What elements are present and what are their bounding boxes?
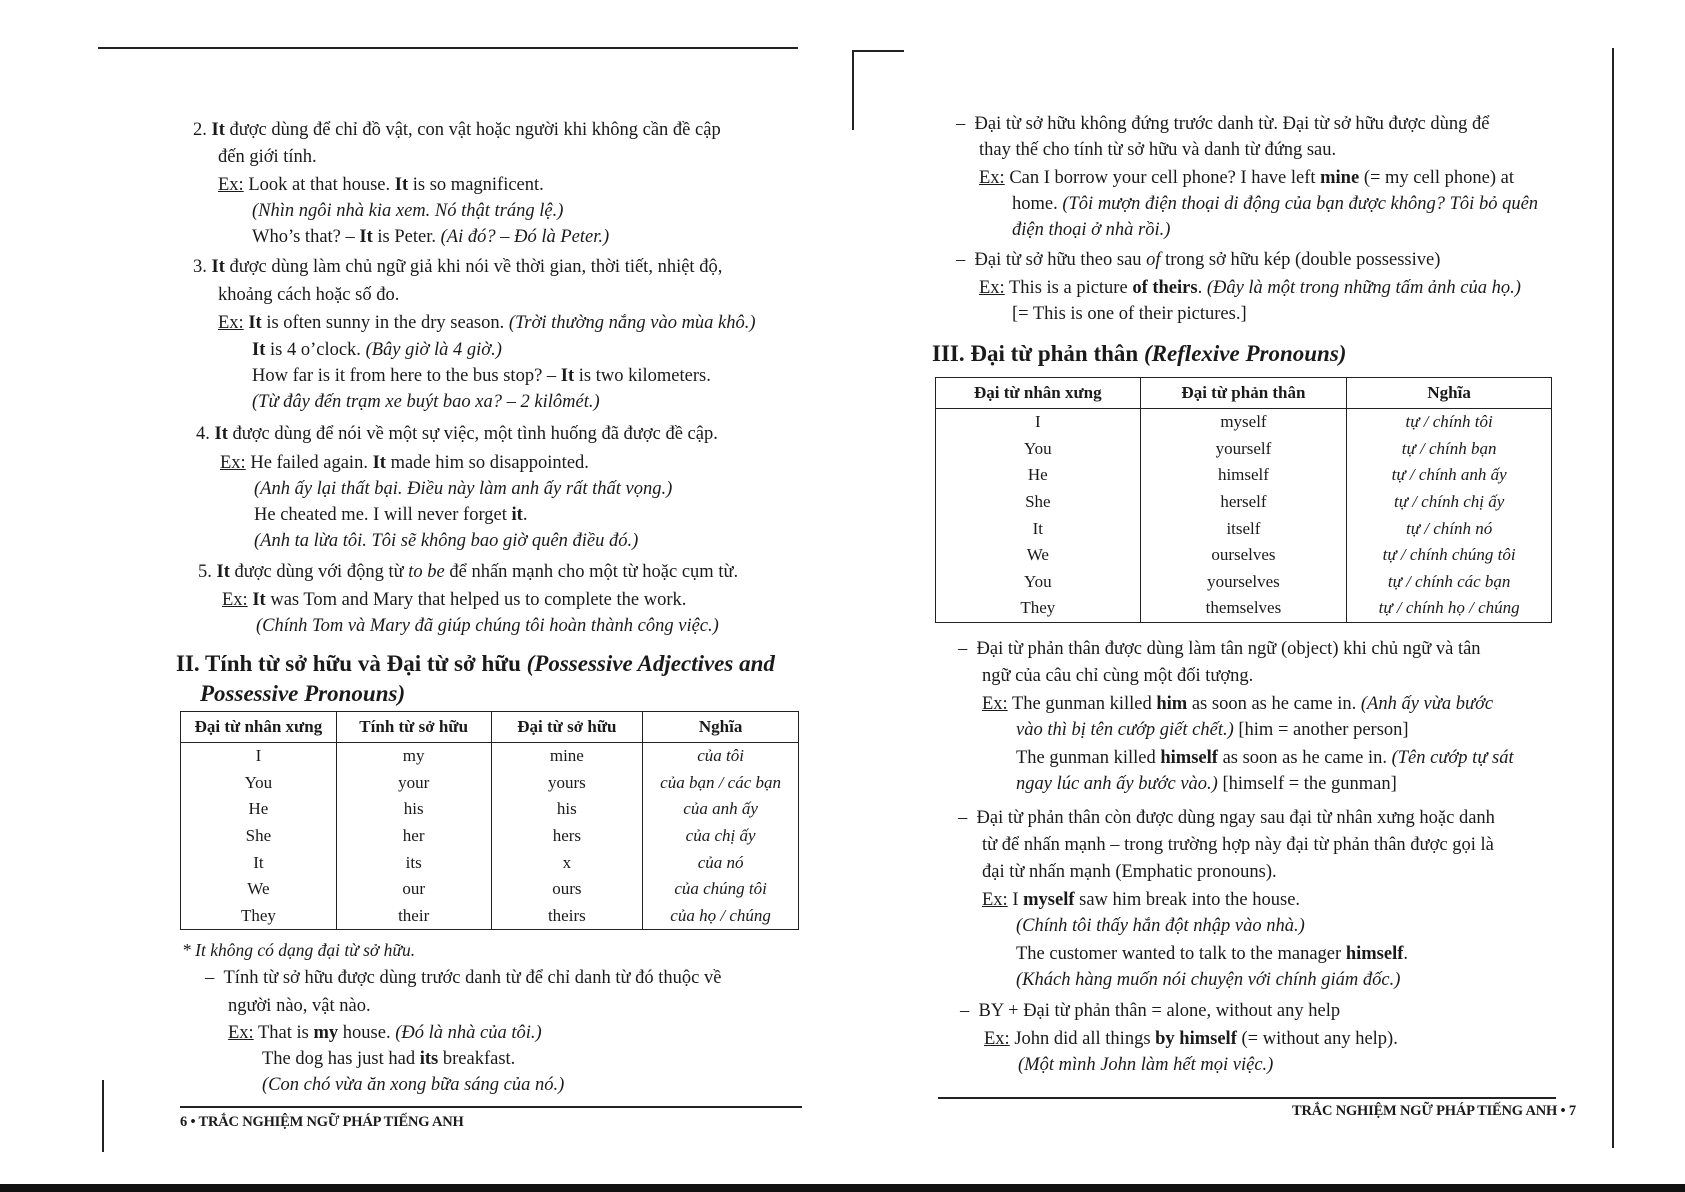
table-cell: your [336,770,491,797]
table-cell: yours [491,770,643,797]
table-cell: x [491,849,643,876]
table-row [936,409,1552,436]
bullet-emphatic-ex2-vi: (Khách hàng muốn nói chuyện với chính giám đốc.) [1016,970,1401,990]
table-cell: You [181,770,337,797]
bullet-possessive-adj-ex2-vi: (Con chó vừa ăn xong bữa sáng của nó.) [262,1075,565,1095]
bullet-possessive-pronoun-ex1-vi2: điện thoại ở nhà rồi.) [1012,220,1171,240]
table-cell: tự / chính bạn [1347,436,1552,463]
col-header: Đại từ phản thân [1140,378,1347,409]
item-3-ex3: How far is it from here to the bus stop? – It is two kilometers. [252,366,711,386]
item-2-ex2: Who’s that? – It is Peter. (Ai đó? – Đó là Peter.) [252,227,610,247]
bullet-emphatic: – Đại từ phản thân còn được dùng ngay sau đại từ nhân xưng hoặc danh [958,808,1495,828]
table-row [181,876,799,903]
left-edge-rule [102,1080,104,1152]
item-4-ex1: Ex: He failed again. It made him so disappointed. [220,453,589,473]
table-cell: We [181,876,337,903]
table-cell: yourself [1140,436,1347,463]
item-5-ex1: Ex: It was Tom and Mary that helped us to complete the work. [222,590,687,610]
item-2-ex1: Ex: Look at that house. It is so magnificent. [218,175,544,195]
bullet-reflexive-object: – Đại từ phản thân được dùng làm tân ngữ (object) khi chủ ngữ và tân [958,639,1481,659]
table-cell: our [336,876,491,903]
footer-rule-left [180,1106,802,1108]
table-cell: theirs [491,903,643,930]
table-row [181,770,799,797]
table-cell: tự / chính anh ấy [1347,462,1552,489]
bullet-by-reflexive-ex1: Ex: John did all things by himself (= without any help). [984,1029,1398,1049]
item-5: 5. It được dùng với động từ to be để nhấn mạnh cho một từ hoặc cụm từ. [198,562,739,582]
section-2-heading: II. Tính từ sở hữu và Đại từ sở hữu (Possessive Adjectives and [176,651,775,676]
table-cell: herself [1140,489,1347,516]
item-3: 3. It được dùng làm chủ ngữ giả khi nói về thời gian, thời tiết, nhiệt độ, [193,257,723,277]
table-cell: của anh ấy [643,796,799,823]
table-row [181,743,799,770]
table-cell: mine [491,743,643,770]
table-cell: tự / chính họ / chúng [1347,595,1552,622]
table-row [936,462,1552,489]
possessive-table [180,711,799,930]
item-3-cont: khoảng cách hoặc số đo. [218,285,400,305]
col-header: Đại từ sở hữu [491,712,643,743]
table-cell: yourselves [1140,569,1347,596]
table-row [936,569,1552,596]
bullet-reflexive-object-ex1-cont: vào thì bị tên cướp giết chết.) [him = another person] [1016,720,1409,740]
col-header: Tính từ sở hữu [336,712,491,743]
table-row [181,849,799,876]
bullet-reflexive-object-ex2: The gunman killed himself as soon as he came in. (Tên cướp tự sát [1016,748,1514,768]
table-row [181,903,799,930]
bullet-possessive-adj-cont: người nào, vật nào. [228,996,371,1016]
gutter-rule-top [852,50,904,52]
table-cell: ourselves [1140,542,1347,569]
table-cell: They [936,595,1141,622]
table-cell: của họ / chúng [643,903,799,930]
bullet-emphatic-cont2: đại từ nhấn mạnh (Emphatic pronouns). [982,862,1277,882]
item-4: 4. It được dùng để nói về một sự việc, một tình huống đã được đề cập. [196,424,718,444]
table-cell: I [181,743,337,770]
item-3-ex1: Ex: It is often sunny in the dry season. (Trời thường nắng vào mùa khô.) [218,313,756,333]
bullet-double-possessive: – Đại từ sở hữu theo sau of trong sở hữu kép (double possessive) [956,250,1441,270]
bullet-possessive-pronoun-cont: thay thế cho tính từ sở hữu và danh từ đứng sau. [979,140,1337,160]
reflexive-table [935,377,1552,623]
table-row [936,489,1552,516]
top-rule-left [98,47,798,49]
footer-right: TRẮC NGHIỆM NGỮ PHÁP TIẾNG ANH • 7 [1292,1103,1576,1119]
table-cell: It [936,515,1141,542]
col-header: Đại từ nhân xưng [181,712,337,743]
item-3-ex3-vi: (Từ đây đến trạm xe buýt bao xa? – 2 kilômét.) [252,392,600,412]
item-2: 2. It được dùng để chỉ đồ vật, con vật hoặc người khi không cần đề cập [193,120,721,140]
table-cell: We [936,542,1141,569]
section-2-heading-cont: Possessive Pronouns) [200,681,406,706]
bullet-possessive-pronoun-ex1: Ex: Can I borrow your cell phone? I have left mine (= my cell phone) at [979,168,1514,188]
table-row [181,823,799,850]
table-row [936,436,1552,463]
table-cell: She [181,823,337,850]
bullet-reflexive-object-ex1: Ex: The gunman killed him as soon as he came in. (Anh ấy vừa bước [982,694,1494,714]
bullet-possessive-pronoun: – Đại từ sở hữu không đứng trước danh từ. Đại từ sở hữu được dùng để [956,114,1490,134]
possessive-table-header [181,712,799,743]
col-header: Đại từ nhân xưng [936,378,1141,409]
table-cell: của chị ấy [643,823,799,850]
table-cell: ours [491,876,643,903]
table-cell: tự / chính nó [1347,515,1552,542]
col-header: Nghĩa [643,712,799,743]
possessive-note: * It không có dạng đại từ sở hữu. [182,940,416,960]
table-row [936,542,1552,569]
item-4-ex2: He cheated me. I will never forget it. [254,505,528,525]
gutter-rule-vertical [852,50,854,130]
table-cell: tự / chính chúng tôi [1347,542,1552,569]
right-edge-rule [1612,48,1614,1148]
table-cell: his [336,796,491,823]
table-row [936,515,1552,542]
table-row [181,796,799,823]
bullet-possessive-adj-ex1: Ex: That is my house. (Đó là nhà của tôi.) [228,1023,542,1043]
bullet-emphatic-ex2: The customer wanted to talk to the manager himself. [1016,944,1408,964]
bullet-double-possessive-ex2: [= This is one of their pictures.] [1012,304,1247,324]
bullet-emphatic-ex1-vi: (Chính tôi thấy hắn đột nhập vào nhà.) [1016,916,1305,936]
bullet-possessive-adj-ex2: The dog has just had its breakfast. [262,1049,516,1069]
item-3-ex2: It is 4 o’clock. (Bây giờ là 4 giờ.) [252,340,502,360]
bullet-possessive-adj: – Tính từ sở hữu được dùng trước danh từ để chỉ danh từ đó thuộc về [205,968,722,988]
table-cell: của nó [643,849,799,876]
table-cell: She [936,489,1141,516]
col-header: Nghĩa [1347,378,1552,409]
section-3-heading: III. Đại từ phản thân (Reflexive Pronouns) [932,341,1347,366]
item-2-cont: đến giới tính. [218,147,317,167]
table-cell: hers [491,823,643,850]
table-cell: He [936,462,1141,489]
table-cell: its [336,849,491,876]
table-cell: myself [1140,409,1347,436]
table-cell: You [936,569,1141,596]
table-cell: của bạn / các bạn [643,770,799,797]
table-cell: her [336,823,491,850]
bullet-reflexive-object-ex2-cont: ngay lúc anh ấy bước vào.) [himself = the gunman] [1016,774,1397,794]
bullet-emphatic-cont: từ để nhấn mạnh – trong trường hợp này đại từ phản thân được gọi là [982,835,1494,855]
table-cell: my [336,743,491,770]
table-cell: tự / chính chị ấy [1347,489,1552,516]
table-cell: của tôi [643,743,799,770]
bullet-by-reflexive-ex1-vi: (Một mình John làm hết mọi việc.) [1018,1055,1274,1075]
table-cell: their [336,903,491,930]
footer-left: 6 • TRẮC NGHIỆM NGỮ PHÁP TIẾNG ANH [180,1114,464,1130]
table-cell: I [936,409,1141,436]
item-5-ex1-vi: (Chính Tom và Mary đã giúp chúng tôi hoàn thành công việc.) [256,616,719,636]
bullet-double-possessive-ex1: Ex: This is a picture of theirs. (Đây là một trong những tấm ảnh của họ.) [979,278,1521,298]
bullet-reflexive-object-cont: ngữ của câu chỉ cùng một đối tượng. [982,666,1254,686]
item-2-ex1-vi: (Nhìn ngôi nhà kia xem. Nó thật tráng lệ.) [252,201,564,221]
table-row [936,595,1552,622]
table-cell: It [181,849,337,876]
bullet-by-reflexive: – BY + Đại từ phản thân = alone, without any help [960,1001,1341,1021]
item-4-ex2-vi: (Anh ta lừa tôi. Tôi sẽ không bao giờ quên điều đó.) [254,531,639,551]
table-cell: himself [1140,462,1347,489]
bottom-band [0,1184,1685,1192]
bullet-possessive-pronoun-ex1-cont: home. (Tôi mượn điện thoại di động của bạn được không? Tôi bỏ quên [1012,194,1539,214]
table-cell: They [181,903,337,930]
table-cell: his [491,796,643,823]
table-cell: của chúng tôi [643,876,799,903]
reflexive-table-header [936,378,1552,409]
item-4-ex1-vi: (Anh ấy lại thất bại. Điều này làm anh ấy rất thất vọng.) [254,479,673,499]
footer-rule-right [938,1097,1556,1099]
table-cell: itself [1140,515,1347,542]
table-cell: You [936,436,1141,463]
table-cell: He [181,796,337,823]
bullet-emphatic-ex1: Ex: I myself saw him break into the house. [982,890,1301,910]
table-cell: tự / chính các bạn [1347,569,1552,596]
table-cell: tự / chính tôi [1347,409,1552,436]
table-cell: themselves [1140,595,1347,622]
